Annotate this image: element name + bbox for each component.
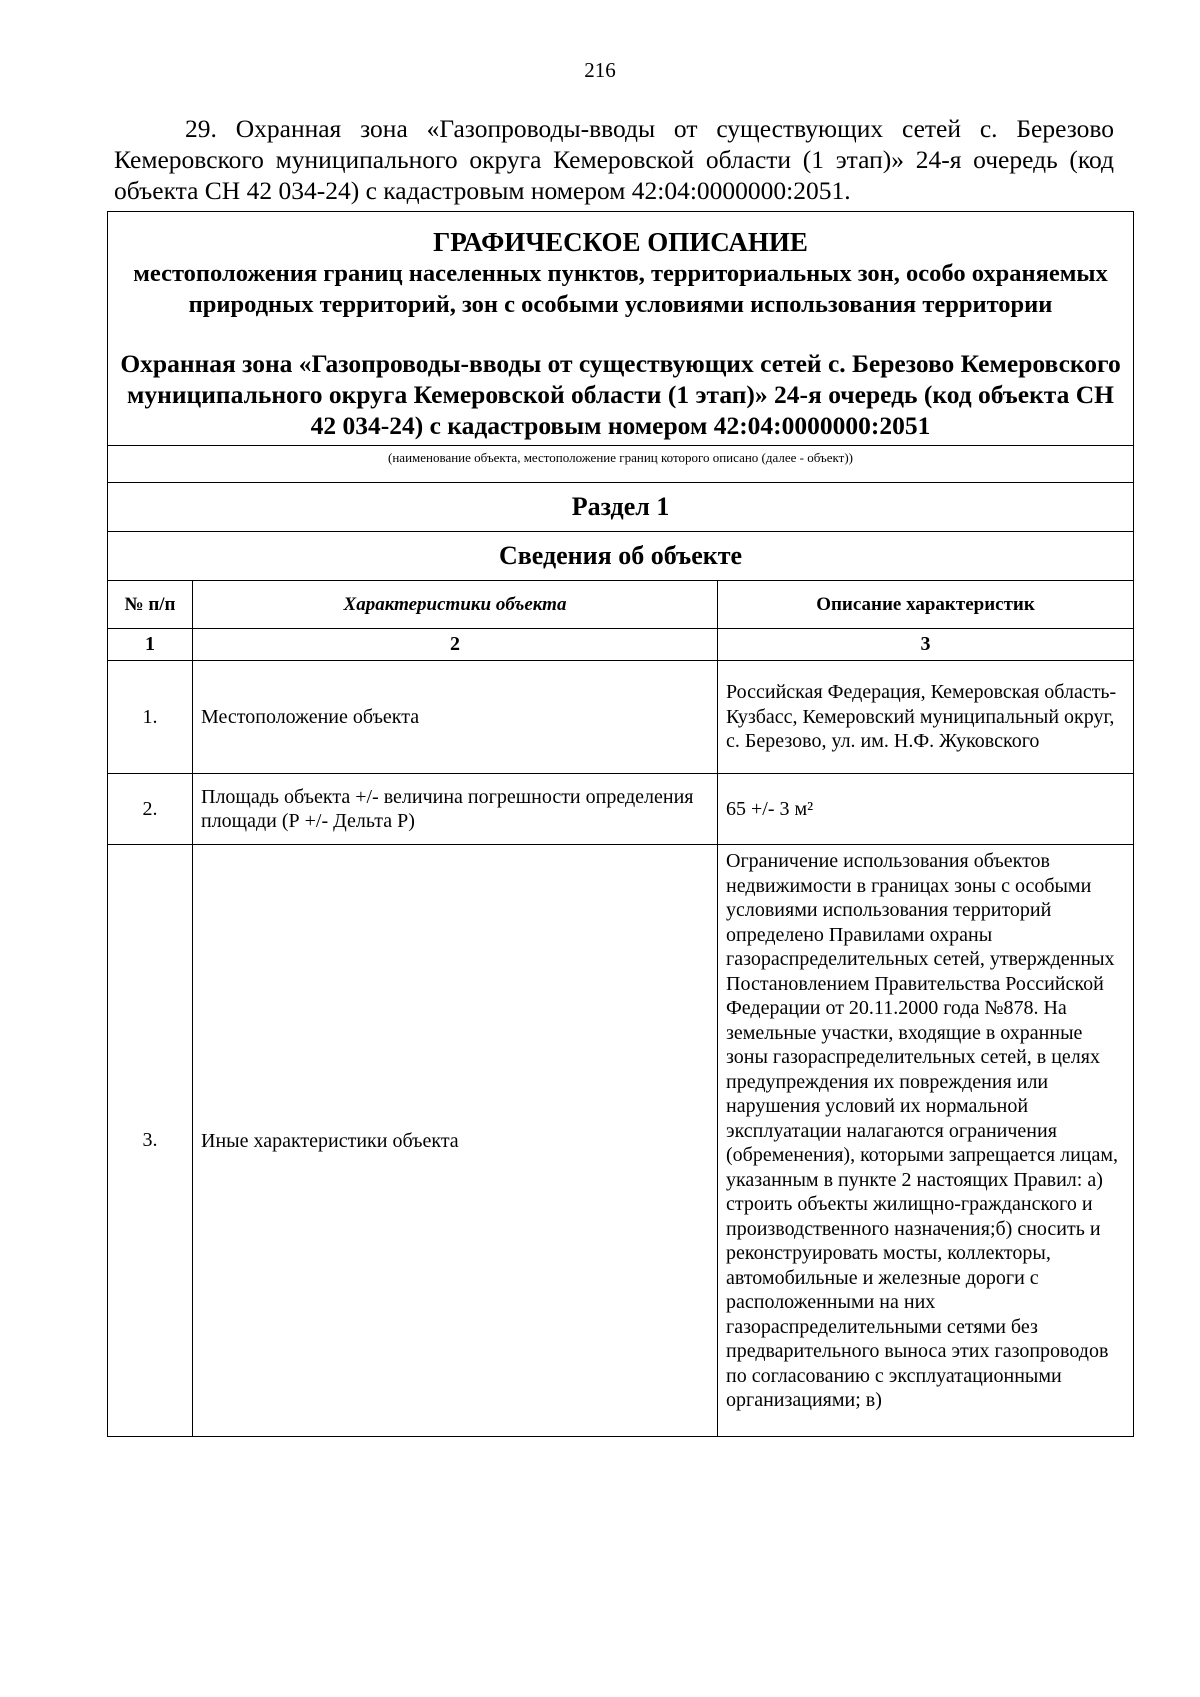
document-subtitle: местоположения границ населенных пунктов, территориальных зон, особо охраняемых природных территорий, зон с особыми условиями использования территории bbox=[133, 260, 1108, 318]
object-name-caption: (наименование объекта, местоположение границ которого описано (далее - объект)) bbox=[108, 446, 1134, 483]
column-header-number: № п/п bbox=[108, 581, 193, 629]
object-name: Охранная зона «Газопроводы-вводы от существующих сетей с. Березово Кемеровского муниципального округа Кемеровской области (1 этап)» 24-я очередь (код объекта СН 42 034-24) с кадастровым номером 42:04:0000000:2051 bbox=[120, 349, 1121, 440]
column-header-description: Описание характеристик bbox=[718, 581, 1134, 629]
table-header-row bbox=[108, 581, 1134, 629]
table-row bbox=[108, 774, 1134, 845]
column-number-row bbox=[108, 629, 1134, 661]
row-number: 1. bbox=[108, 661, 193, 774]
row-description: 65 +/- 3 м² bbox=[718, 774, 1134, 845]
row-description: Ограничение использования объектов недвижимости в границах зоны с особыми условиями использования территорий определено Правилами охраны газораспределительных сетей, утвержденных Постановлением Правительства Российской Федерации от 20.11.2000 года №878. На земельные участки, входящие в охранные зоны газораспределительных сетей, в целях предупреждения их повреждения или нарушения условий их нормальной эксплуатации налагаются ограничения (обременения), которыми запрещается лицам, указанным в пункте 2 настоящих Правил: а) строить объекты жилищно-гражданского и производственного назначения;б) сносить и реконструировать мосты, коллекторы, автомобильные и железные дороги с расположенными на них газораспределительными сетями без предварительного выноса этих газопроводов по согласованию с эксплуатационными организациями; в) bbox=[726, 850, 1119, 1411]
row-number: 2. bbox=[108, 774, 193, 845]
intro-paragraph: 29. Охранная зона «Газопроводы-вводы от существующих сетей с. Березово Кемеровского муниципального округа Кемеровской области (1 этап)» 24-я очередь (код объекта СН 42 034-24) с кадастровым номером 42:04:0000000:2051. bbox=[114, 114, 1114, 205]
graphic-description-table bbox=[107, 211, 1134, 1437]
document-header bbox=[108, 212, 1134, 446]
column-header-characteristics: Характеристики объекта bbox=[193, 581, 718, 629]
row-characteristic: Площадь объекта +/- величина погрешности определения площади (Р +/- Дельта Р) bbox=[193, 774, 718, 845]
column-number: 1 bbox=[108, 629, 193, 661]
row-description-cell bbox=[718, 845, 1134, 1437]
row-characteristic: Местоположение объекта bbox=[193, 661, 718, 774]
column-number: 3 bbox=[718, 629, 1134, 661]
row-description: Российская Федерация, Кемеровская область-Кузбасс, Кемеровский муниципальный округ, с. Березово, ул. им. Н.Ф. Жуковского bbox=[718, 661, 1134, 774]
row-characteristic: Иные характеристики объекта bbox=[193, 845, 718, 1437]
page-number: 216 bbox=[584, 58, 616, 82]
row-number: 3. bbox=[108, 845, 193, 1437]
table-row bbox=[108, 845, 1134, 1437]
section-subtitle: Сведения об объекте bbox=[108, 532, 1134, 581]
table-row bbox=[108, 661, 1134, 774]
section-title: Раздел 1 bbox=[108, 483, 1134, 532]
document-title: ГРАФИЧЕСКОЕ ОПИСАНИЕ bbox=[433, 227, 808, 257]
column-number: 2 bbox=[193, 629, 718, 661]
